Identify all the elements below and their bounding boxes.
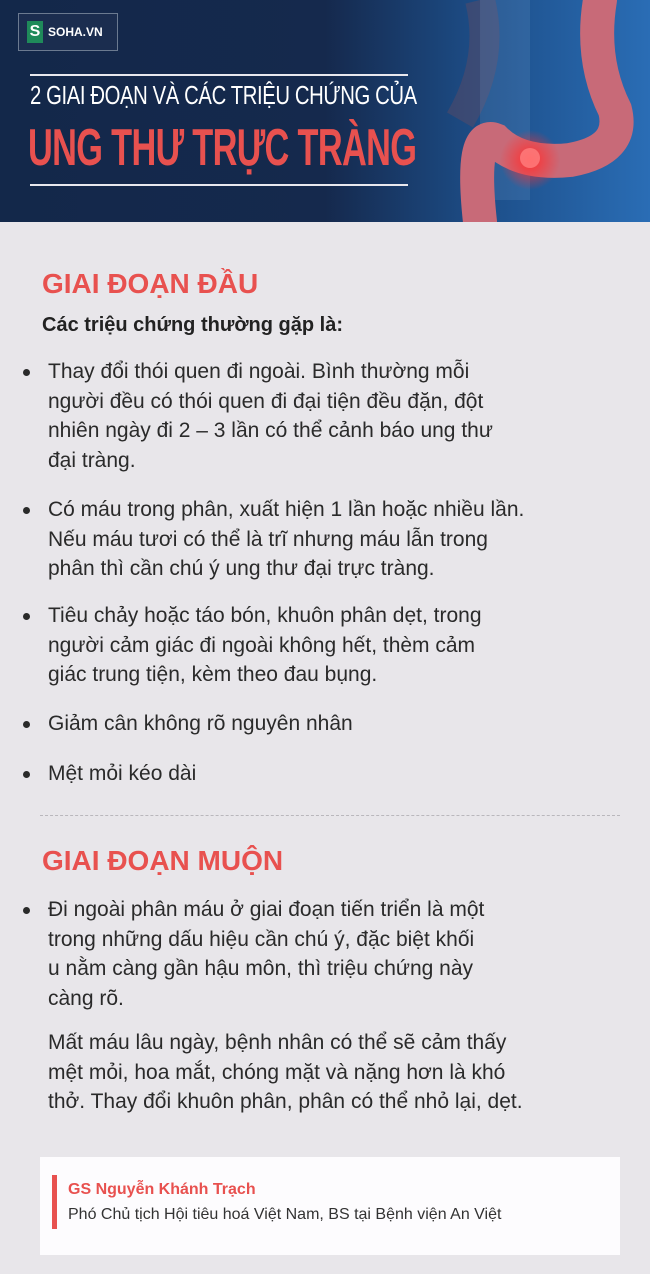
bullet-icon bbox=[23, 721, 30, 728]
text-line: đại tràng. bbox=[48, 448, 136, 472]
list-item bbox=[48, 357, 638, 475]
source-role: Phó Chủ tịch Hội tiêu hoá Việt Nam, BS tại Bệnh viện An Việt bbox=[68, 1206, 502, 1223]
text-line: Nếu máu tươi có thể là trĩ nhưng máu lẫn trong bbox=[48, 527, 488, 551]
text-line: Giảm cân không rõ nguyên nhân bbox=[48, 712, 353, 735]
soha-logo bbox=[18, 13, 118, 51]
text-line: mệt mỏi, hoa mắt, chóng mặt và nặng hơn là khó bbox=[48, 1060, 506, 1084]
list-item bbox=[48, 895, 638, 1013]
logo-text: SOHA.VN bbox=[48, 25, 103, 39]
list-item bbox=[48, 601, 638, 690]
list-item bbox=[48, 709, 638, 739]
source-box bbox=[40, 1157, 620, 1255]
list-item bbox=[48, 759, 638, 789]
bullet-icon bbox=[23, 613, 30, 620]
text-line: càng rõ. bbox=[48, 986, 124, 1010]
text-line: người cảm giác đi ngoài không hết, thèm cảm bbox=[48, 633, 476, 657]
list-item bbox=[48, 495, 638, 584]
text-line: phân thì cần chú ý ung thư đại trực tràng. bbox=[48, 557, 435, 580]
text-line: Đi ngoài phân máu ở giai đoạn tiến triển là một bbox=[48, 898, 485, 921]
stage1-heading: GIAI ĐOẠN ĐẦU bbox=[42, 268, 259, 299]
source-name: GS Nguyễn Khánh Trạch bbox=[68, 1181, 256, 1198]
text-line: người đều có thói quen đi đại tiện đều đặn, đột bbox=[48, 389, 484, 413]
colon-illustration bbox=[400, 0, 650, 222]
text-line: u nằm càng gần hậu môn, thì triệu chứng này bbox=[48, 957, 473, 980]
text-line: giác trung tiện, kèm theo đau bụng. bbox=[48, 663, 378, 686]
section-divider bbox=[40, 815, 620, 816]
text-line: thở. Thay đổi khuôn phân, phân có thể nhỏ lại, dẹt. bbox=[48, 1090, 523, 1113]
text-line: Mất máu lâu ngày, bệnh nhân có thể sẽ cảm thấy bbox=[48, 1031, 507, 1054]
divider bbox=[30, 74, 408, 76]
stage2-heading: GIAI ĐOẠN MUỘN bbox=[42, 845, 284, 876]
text-line: trong những dấu hiệu cần chú ý, đặc biệt khối bbox=[48, 927, 475, 951]
title-line-2: UNG THƯ TRỰC TRÀNG bbox=[28, 119, 417, 177]
bullet-icon bbox=[23, 507, 30, 514]
title-line-1: 2 GIAI ĐOẠN VÀ CÁC TRIỆU CHỨNG CỦA bbox=[30, 80, 417, 110]
header-banner bbox=[0, 0, 650, 222]
bullet-icon bbox=[23, 907, 30, 914]
stage1-subheading: Các triệu chứng thường gặp là: bbox=[42, 314, 343, 336]
bullet-icon bbox=[23, 369, 30, 376]
bullet-icon bbox=[23, 771, 30, 778]
text-line: Có máu trong phân, xuất hiện 1 lần hoặc nhiều lần. bbox=[48, 498, 525, 521]
stage2-paragraph bbox=[48, 1028, 638, 1117]
text-line: Mệt mỏi kéo dài bbox=[48, 762, 197, 785]
divider bbox=[30, 184, 408, 186]
accent-bar bbox=[52, 1175, 57, 1229]
logo-mark: S bbox=[27, 21, 43, 43]
text-line: Tiêu chảy hoặc táo bón, khuôn phân dẹt, trong bbox=[48, 604, 482, 627]
text-line: nhiên ngày đi 2 – 3 lần có thể cảnh báo ung thư bbox=[48, 419, 493, 442]
text-line: Thay đổi thói quen đi ngoài. Bình thường mỗi bbox=[48, 360, 470, 383]
